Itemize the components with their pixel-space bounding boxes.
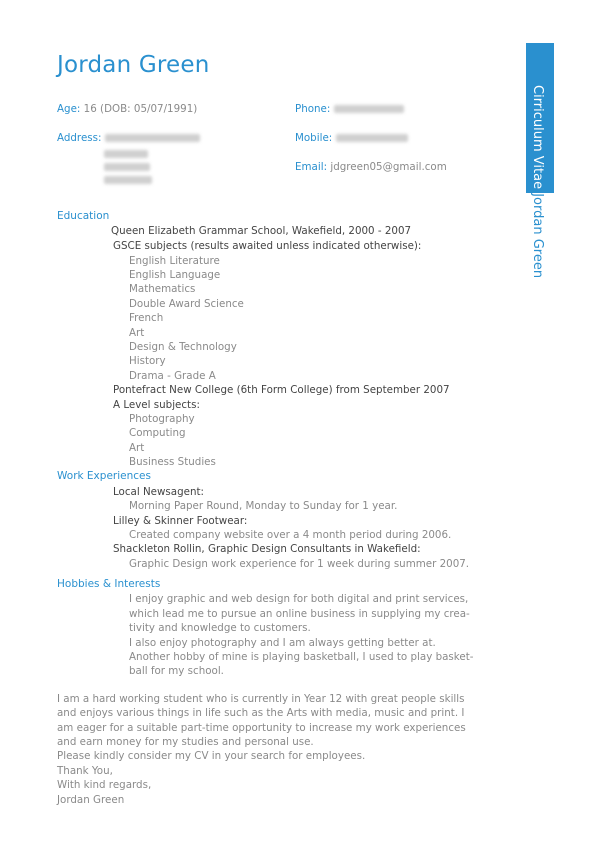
gcse-subject: English Literature <box>129 255 220 267</box>
education-heading: Education <box>57 210 110 222</box>
job-detail: Morning Paper Round, Monday to Sunday for 1 year. <box>129 500 398 512</box>
alevel-subject: Computing <box>129 427 186 439</box>
gcse-subject: Mathematics <box>129 283 196 295</box>
email-value: jdgreen05@gmail.com <box>330 161 447 173</box>
signature-name: Jordan Green <box>57 794 125 806</box>
email-label: Email: <box>295 161 328 173</box>
closing-line: Thank You, <box>57 765 113 777</box>
cv-side-title <box>530 85 545 278</box>
address-label: Address: <box>57 132 102 144</box>
age-row <box>57 102 197 116</box>
hobbies-line: tivity and knowledge to customers. <box>129 622 311 634</box>
gcse-subject: Double Award Science <box>129 298 244 310</box>
school-2: Pontefract New College (6th Form College) from September 2007 <box>113 384 450 396</box>
job-employer: Lilley & Skinner Footwear: <box>113 515 248 527</box>
phone-label: Phone: <box>295 103 331 115</box>
address-redacted <box>105 134 200 142</box>
job-detail: Graphic Design work experience for 1 week during summer 2007. <box>129 558 470 570</box>
gcse-subject: English Language <box>129 269 221 281</box>
age-label: Age: <box>57 103 81 115</box>
mobile-label: Mobile: <box>295 132 333 144</box>
mobile-redacted <box>336 134 408 142</box>
hobbies-line: which lead me to pursue an online business in supplying my crea- <box>129 608 470 620</box>
gcse-heading: GSCE subjects (results awaited unless indicated otherwise): <box>113 240 422 252</box>
phone-redacted <box>334 105 404 113</box>
cv-tab-name: Jordan Green <box>530 193 545 279</box>
hobbies-line: Another hobby of mine is playing basketball, I used to play basket- <box>129 651 474 663</box>
closing-line: With kind regards, <box>57 779 152 791</box>
closing-line: am eager for a suitable part-time opportunity to increase my work experiences <box>57 722 466 734</box>
cv-tab-title: Cirriculum Vitae <box>530 85 545 190</box>
job-employer: Shackleton Rollin, Graphic Design Consultants in Wakefield: <box>113 543 421 555</box>
mobile-row <box>295 131 408 145</box>
closing-line: I am a hard working student who is currently in Year 12 with great people skills <box>57 693 465 705</box>
closing-line: and enjoys various things in life such as the Arts with media, music and print. I <box>57 707 465 719</box>
address-redacted-line4 <box>104 176 152 184</box>
address-redacted-line3 <box>104 163 150 171</box>
closing-line: Please kindly consider my CV in your search for employees. <box>57 750 366 762</box>
hobbies-line: I also enjoy photography and I am always getting better at. <box>129 637 436 649</box>
gcse-subject: French <box>129 312 164 324</box>
hobbies-line: ball for my school. <box>129 665 224 677</box>
gcse-subject: Design & Technology <box>129 341 237 353</box>
closing-line: and earn money for my studies and personal use. <box>57 736 314 748</box>
job-detail: Created company website over a 4 month period during 2006. <box>129 529 452 541</box>
address-redacted-line2 <box>104 150 148 158</box>
address-row <box>57 131 200 145</box>
school-1: Queen Elizabeth Grammar School, Wakefield, 2000 - 2007 <box>111 225 412 237</box>
alevel-subject: Photography <box>129 413 195 425</box>
alevel-heading: A Level subjects: <box>113 399 200 411</box>
gcse-subject: History <box>129 355 166 367</box>
gcse-subject: Drama - Grade A <box>129 370 216 382</box>
alevel-subject: Business Studies <box>129 456 216 468</box>
hobbies-line: I enjoy graphic and web design for both digital and print services, <box>129 593 469 605</box>
email-row <box>295 160 447 174</box>
alevel-subject: Art <box>129 442 145 454</box>
page-title: Jordan Green <box>57 52 210 78</box>
job-employer: Local Newsagent: <box>113 486 204 498</box>
gcse-subject: Art <box>129 327 145 339</box>
phone-row <box>295 102 404 116</box>
work-heading: Work Experiences <box>57 470 151 482</box>
hobbies-heading: Hobbies & Interests <box>57 578 161 590</box>
age-value: 16 (DOB: 05/07/1991) <box>83 103 198 115</box>
